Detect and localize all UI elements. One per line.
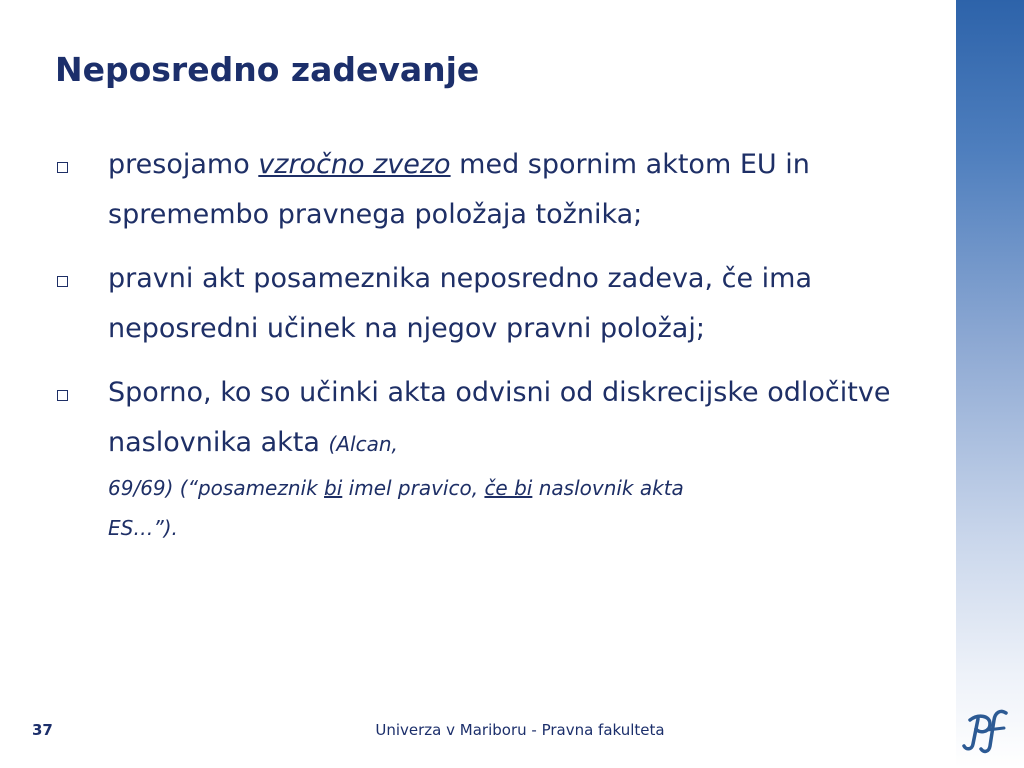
bullet-text [108,140,930,240]
pf-logo [960,704,1012,756]
bullet-item [55,140,930,240]
slide-number: 37 [32,721,53,739]
citation-text: imel pravico, [342,476,485,500]
citation-underlined: če bi [484,476,533,500]
bullet-3-text: Sporno, ko so učinki akta odvisni od diskrecijske odločitve naslovnika akta [108,377,891,458]
bullet-1-before: presojamo [108,149,259,180]
bullet-1-emphasis: vzročno zvezo [258,149,451,180]
slide-title: Neposredno zadevanje [55,50,480,89]
bullet-text [108,368,930,548]
citation-text: 69/69) (“posameznik [108,476,325,500]
bullet-item [55,368,930,548]
hollow-square-icon [57,276,68,287]
hollow-square-icon [57,162,68,173]
bullet-item [55,254,930,354]
bullet-1-after: med spornim aktom EU in spremembo pravnega položaja tožnika; [108,149,810,230]
bullet-3-citation-end: ES…”). [108,516,178,540]
footer-institution: Univerza v Mariboru - Pravna fakulteta [375,721,665,739]
bullet-list [55,140,930,562]
hollow-square-icon [57,390,68,401]
bullet-3-citation-start: (Alcan, [328,432,398,456]
side-gradient-band [956,0,1024,768]
citation-underlined: bi [324,476,343,500]
bullet-text: pravni akt posameznika neposredno zadeva, če ima neposredni učinek na njegov pravni položaj; [108,263,813,344]
bullet-3-citation-line [108,468,930,508]
citation-text: naslovnik akta [532,476,684,500]
